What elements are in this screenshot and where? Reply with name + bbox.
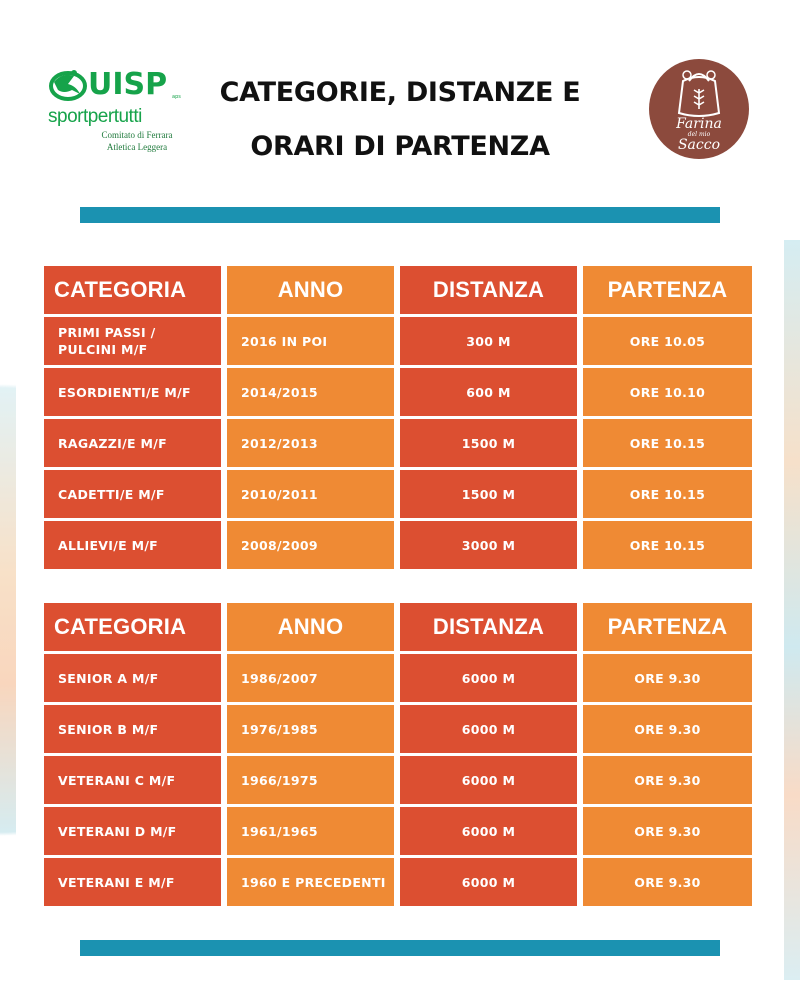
categoria-line: ESORDIENTI/E M/F bbox=[58, 384, 191, 400]
cell-distanza: 300 M bbox=[400, 317, 577, 365]
categoria-line: CADETTI/E M/F bbox=[58, 486, 165, 502]
cell-distanza: 6000 M bbox=[400, 807, 577, 855]
cell-categoria bbox=[44, 317, 221, 365]
cell-partenza: ORE 10.10 bbox=[583, 368, 752, 416]
cell-anno: 2014/2015 bbox=[227, 368, 394, 416]
cell-partenza: ORE 10.05 bbox=[583, 317, 752, 365]
cell-partenza: ORE 9.30 bbox=[583, 858, 752, 906]
uisp-committee: Comitato di Ferrara bbox=[101, 130, 173, 140]
cell-partenza: ORE 9.30 bbox=[583, 654, 752, 702]
farina-word: Farina bbox=[676, 116, 722, 132]
categoria-line: RAGAZZI/E M/F bbox=[58, 435, 167, 451]
cell-anno: 1976/1985 bbox=[227, 705, 394, 753]
divider-top bbox=[80, 207, 720, 223]
cell-distanza: 6000 M bbox=[400, 756, 577, 804]
cell-distanza: 3000 M bbox=[400, 521, 577, 569]
uisp-discipline: Atletica Leggera bbox=[106, 142, 168, 152]
cell-distanza: 600 M bbox=[400, 368, 577, 416]
decorative-wash-right bbox=[784, 240, 800, 980]
cell-anno: 1966/1975 bbox=[227, 756, 394, 804]
cell-categoria bbox=[44, 654, 221, 702]
cell-partenza: ORE 9.30 bbox=[583, 705, 752, 753]
cell-categoria bbox=[44, 756, 221, 804]
cell-anno: 2012/2013 bbox=[227, 419, 394, 467]
farina-logo bbox=[649, 59, 749, 159]
cell-distanza: 1500 M bbox=[400, 470, 577, 518]
cell-partenza: ORE 9.30 bbox=[583, 756, 752, 804]
categoria-line: VETERANI C M/F bbox=[58, 772, 176, 788]
header-distanza: DISTANZA bbox=[400, 266, 577, 314]
categoria-line: PULCINI M/F bbox=[58, 342, 148, 357]
uisp-aps: aps bbox=[172, 94, 181, 100]
cell-distanza: 6000 M bbox=[400, 705, 577, 753]
header-distanza: DISTANZA bbox=[400, 603, 577, 651]
cell-anno: 2016 IN POI bbox=[227, 317, 394, 365]
title-line-1: CATEGORIE, DISTANZE E bbox=[219, 77, 581, 108]
cell-distanza: 1500 M bbox=[400, 419, 577, 467]
categoria-line: SENIOR B M/F bbox=[58, 721, 159, 737]
cell-partenza: ORE 10.15 bbox=[583, 470, 752, 518]
uisp-wordmark: UISP bbox=[88, 67, 168, 102]
cell-distanza: 6000 M bbox=[400, 858, 577, 906]
header-partenza: PARTENZA bbox=[583, 266, 752, 314]
cell-partenza: ORE 10.15 bbox=[583, 521, 752, 569]
divider-bottom bbox=[80, 940, 720, 956]
header-partenza: PARTENZA bbox=[583, 603, 752, 651]
page-title bbox=[200, 66, 600, 174]
header-anno: ANNO bbox=[227, 603, 394, 651]
uisp-tagline: sportpertutti bbox=[48, 106, 142, 127]
cell-anno: 2008/2009 bbox=[227, 521, 394, 569]
cell-categoria bbox=[44, 368, 221, 416]
categoria-line: SENIOR A M/F bbox=[58, 670, 159, 686]
categoria-line: ALLIEVI/E M/F bbox=[58, 537, 159, 553]
cell-anno: 2010/2011 bbox=[227, 470, 394, 518]
cell-anno: 1960 E PRECEDENTI bbox=[227, 858, 394, 906]
cell-partenza: ORE 9.30 bbox=[583, 807, 752, 855]
title-line-2: ORARI DI PARTENZA bbox=[250, 131, 550, 162]
cell-categoria bbox=[44, 419, 221, 467]
categoria-line: VETERANI E M/F bbox=[58, 874, 175, 890]
cell-categoria bbox=[44, 858, 221, 906]
uisp-logo bbox=[48, 68, 188, 168]
cell-categoria bbox=[44, 807, 221, 855]
categoria-line: VETERANI D M/F bbox=[58, 823, 177, 839]
cell-anno: 1986/2007 bbox=[227, 654, 394, 702]
header-categoria: CATEGORIA bbox=[44, 266, 221, 314]
cell-categoria bbox=[44, 521, 221, 569]
header-anno: ANNO bbox=[227, 266, 394, 314]
runner-emblem-icon bbox=[48, 68, 88, 102]
del-mio-word: del mio bbox=[687, 131, 711, 138]
sacco-word: Sacco bbox=[677, 137, 721, 153]
cell-categoria bbox=[44, 470, 221, 518]
categoria-line: PRIMI PASSI / bbox=[58, 325, 156, 340]
cell-anno: 1961/1965 bbox=[227, 807, 394, 855]
cell-categoria bbox=[44, 705, 221, 753]
decorative-wash-left bbox=[0, 240, 16, 980]
header-categoria: CATEGORIA bbox=[44, 603, 221, 651]
cell-partenza: ORE 10.15 bbox=[583, 419, 752, 467]
cell-distanza: 6000 M bbox=[400, 654, 577, 702]
